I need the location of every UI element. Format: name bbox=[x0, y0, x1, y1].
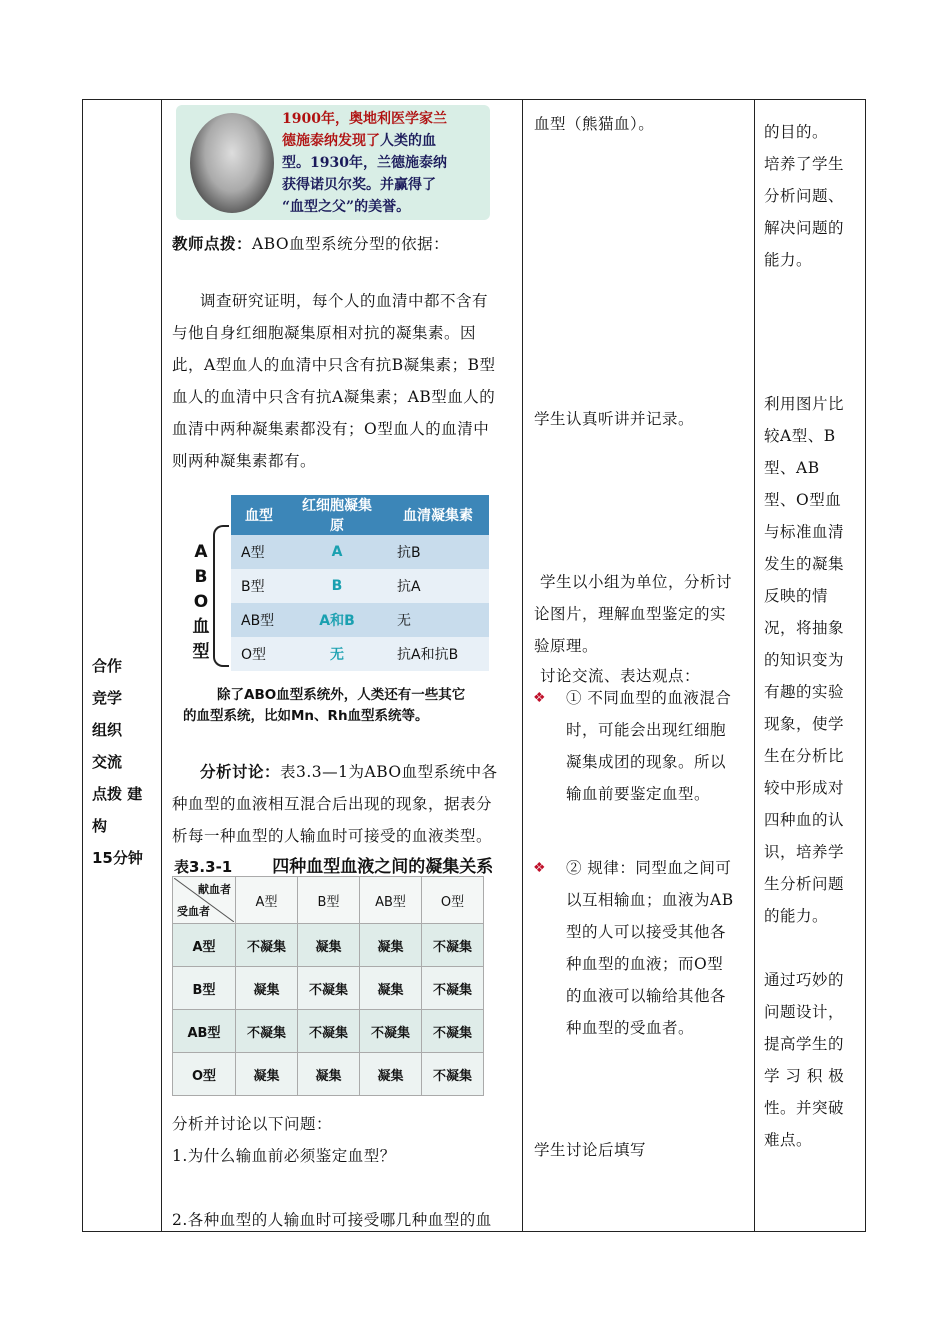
intent-line: 发生的凝集 bbox=[764, 555, 845, 573]
abo-side-char: A bbox=[194, 542, 208, 562]
agg-cell: 凝集 bbox=[360, 924, 422, 967]
intent-line: 较A型、B bbox=[764, 427, 836, 445]
abo-cell: O型 bbox=[231, 637, 287, 671]
agg-cell: 不凝集 bbox=[422, 1010, 484, 1053]
para-line: 此，A型血人的血清中只含有抗B凝集素；B型 bbox=[172, 356, 496, 374]
intent-line: 生分析问题 bbox=[764, 875, 845, 893]
agg-cell: 凝集 bbox=[298, 1053, 360, 1096]
caption-line: 1900年，奥地利医学家兰 bbox=[282, 111, 447, 127]
discuss-line: 表3.3—1为ABO血型系统中各 bbox=[280, 763, 498, 781]
discussion-paragraph bbox=[172, 756, 517, 852]
point-line: 输血前要鉴定血型。 bbox=[566, 785, 711, 803]
intent-line: 况，将抽象 bbox=[764, 619, 845, 637]
para-line: 血清中两种凝集素都没有；O型血人的血清中 bbox=[172, 420, 490, 438]
abo-header: 红细胞凝集原 bbox=[287, 495, 387, 535]
intent-line: 识，培养学 bbox=[764, 843, 845, 861]
group-line: 论图片，理解血型鉴定的实 bbox=[534, 605, 727, 623]
intent-line: 的知识变为 bbox=[764, 651, 845, 669]
abo-cell: A bbox=[287, 535, 387, 569]
para-line: 血人的血清中只含有抗A凝集素；AB型血人的 bbox=[172, 388, 496, 406]
column-divider bbox=[161, 99, 162, 1232]
student-listen: 学生认真听讲并记录。 bbox=[534, 410, 695, 428]
agg-cell: 不凝集 bbox=[422, 967, 484, 1010]
table-row bbox=[231, 569, 489, 603]
abo-side-char: 血 bbox=[192, 617, 210, 637]
point-2 bbox=[566, 852, 752, 1044]
point-line: 以互相输血；血液为AB bbox=[566, 891, 734, 909]
stage-duration: 15分钟 bbox=[92, 849, 143, 867]
intent-line: 难点。 bbox=[764, 1131, 813, 1149]
intent-line: 较中形成对 bbox=[764, 779, 845, 797]
agg-cell: 不凝集 bbox=[236, 1010, 298, 1053]
intent-line: 有趣的实验 bbox=[764, 683, 845, 701]
stage-line: 交流 bbox=[92, 753, 123, 771]
col-header: O型 bbox=[422, 877, 484, 924]
agg-cell: 凝集 bbox=[236, 1053, 298, 1096]
student-fill: 学生讨论后填写 bbox=[534, 1141, 647, 1159]
intent-line: 能力。 bbox=[764, 251, 813, 269]
landsteiner-caption bbox=[282, 108, 487, 218]
abo-side-label bbox=[188, 540, 214, 665]
col-header: AB型 bbox=[360, 877, 422, 924]
row-header: A型 bbox=[173, 924, 236, 967]
question-intro: 分析并讨论以下问题： bbox=[172, 1115, 333, 1133]
stage-line: 竞学 bbox=[92, 689, 123, 707]
agg-cell: 不凝集 bbox=[422, 924, 484, 967]
agg-cell: 凝集 bbox=[360, 967, 422, 1010]
caption-line: 人类的血 bbox=[380, 133, 436, 149]
intent-line: 学 习 积 极 bbox=[764, 1067, 845, 1085]
abo-header: 血型 bbox=[231, 495, 287, 535]
col-header: B型 bbox=[298, 877, 360, 924]
agg-cell: 不凝集 bbox=[298, 967, 360, 1010]
caption-line: 型。1930年，兰德施泰纳 bbox=[282, 155, 447, 171]
stage-label bbox=[92, 650, 143, 874]
abo-side-char: 型 bbox=[192, 642, 210, 662]
abo-cell: A和B bbox=[287, 603, 387, 637]
para-line: 与他自身红细胞凝集原相对抗的凝集素。因 bbox=[172, 324, 477, 342]
agglutination-table bbox=[172, 876, 484, 1096]
intent-line: 性。并突破 bbox=[764, 1099, 845, 1117]
intent-line: 问题设计， bbox=[764, 1003, 845, 1021]
intent-line: 四种血的认 bbox=[764, 811, 845, 829]
question-2: 2.各种血型的人输血时可接受哪几种血型的血 bbox=[172, 1211, 492, 1229]
intent-line: 的能力。 bbox=[764, 907, 829, 925]
table-row bbox=[231, 637, 489, 671]
intent-line: 提高学生的 bbox=[764, 1035, 845, 1053]
intent-a bbox=[764, 116, 862, 276]
student-discuss: 讨论交流、表达观点： bbox=[540, 667, 701, 685]
intent-line: 型、AB bbox=[764, 459, 820, 477]
abo-cell: 抗A和抗B bbox=[387, 637, 489, 671]
point-1 bbox=[566, 682, 752, 810]
abo-cell: 无 bbox=[287, 637, 387, 671]
intent-c bbox=[764, 964, 862, 1156]
abo-cell: 无 bbox=[387, 603, 489, 637]
intent-line: 与标准血清 bbox=[764, 523, 845, 541]
table-row bbox=[173, 1010, 484, 1053]
table-3-3-1-title bbox=[174, 852, 493, 877]
intent-line: 解决问题的 bbox=[764, 219, 845, 237]
agg-cell: 不凝集 bbox=[360, 1010, 422, 1053]
student-top-text: 血型（熊猫血）。 bbox=[534, 115, 655, 133]
abo-cell: A型 bbox=[231, 535, 287, 569]
col-header: A型 bbox=[236, 877, 298, 924]
caption-line: “血型之父”的美誉。 bbox=[282, 199, 411, 215]
research-paragraph bbox=[172, 285, 517, 477]
intent-line: 型、O型血 bbox=[764, 491, 842, 509]
point-line: 型的人可以接受其他各 bbox=[566, 923, 727, 941]
abo-brace bbox=[213, 525, 229, 667]
discuss-line: 种血型的血液相互混合后出现的现象，据表分 bbox=[172, 795, 493, 813]
abo-table bbox=[231, 495, 489, 671]
point-line: 种血型的受血者。 bbox=[566, 1019, 695, 1037]
stage-line: 组织 bbox=[92, 721, 123, 739]
point-line: 凝集成团的现象。所以 bbox=[566, 753, 727, 771]
agg-cell: 凝集 bbox=[298, 924, 360, 967]
caption-line: 德施泰纳发现了 bbox=[282, 133, 380, 149]
intent-b bbox=[764, 388, 862, 932]
group-line: 验原理。 bbox=[534, 637, 599, 655]
abo-cell: AB型 bbox=[231, 603, 287, 637]
abo-cell: 抗B bbox=[387, 535, 489, 569]
table-row bbox=[173, 967, 484, 1010]
caption-line: 获得诺贝尔奖。并赢得了 bbox=[282, 177, 436, 193]
bullet-icon: ❖ bbox=[533, 690, 547, 706]
intent-line: 生在分析比 bbox=[764, 747, 845, 765]
column-divider bbox=[754, 99, 755, 1232]
abo-cell: 抗A bbox=[387, 569, 489, 603]
agg-cell: 不凝集 bbox=[236, 924, 298, 967]
intent-line: 分析问题、 bbox=[764, 187, 845, 205]
point-line: ② 规律：同型血之间可 bbox=[566, 859, 732, 877]
bullet-icon: ❖ bbox=[533, 860, 547, 876]
abo-cell: B型 bbox=[231, 569, 287, 603]
table-row bbox=[173, 1053, 484, 1096]
discuss-line: 析每一种血型的人输血时可接受的血液类型。 bbox=[172, 827, 493, 845]
stage-line: 合作 bbox=[92, 657, 123, 675]
point-line: 种血型的血液；而O型 bbox=[566, 955, 724, 973]
table-caption: 四种血型血液之间的凝集关系 bbox=[272, 857, 494, 877]
stage-line: 构 bbox=[92, 817, 108, 835]
abo-note-line: 的血型系统，比如Mn、Rh血型系统等。 bbox=[183, 708, 429, 724]
group-line: 学生以小组为单位，分析讨 bbox=[540, 573, 733, 591]
table-number: 表3.3-1 bbox=[174, 858, 233, 876]
agg-cell: 不凝集 bbox=[298, 1010, 360, 1053]
teacher-label: 教师点拨： bbox=[172, 234, 253, 253]
row-header: B型 bbox=[173, 967, 236, 1010]
agg-cell: 凝集 bbox=[236, 967, 298, 1010]
question-1: 1.为什么输血前必须鉴定血型？ bbox=[172, 1147, 396, 1165]
intent-line: 现象，使学 bbox=[764, 715, 845, 733]
table-row bbox=[173, 924, 484, 967]
table-row bbox=[231, 535, 489, 569]
abo-side-char: B bbox=[194, 567, 208, 587]
table-row bbox=[231, 603, 489, 637]
point-line: 的血液可以输给其他各 bbox=[566, 987, 727, 1005]
para-line: 调查研究证明，每个人的血清中都不含有 bbox=[200, 292, 489, 310]
point-line: 时，可能会出现红细胞 bbox=[566, 721, 727, 739]
abo-note bbox=[183, 685, 503, 727]
intent-line: 的目的。 bbox=[764, 123, 829, 141]
table-row bbox=[173, 877, 484, 924]
abo-cell: B bbox=[287, 569, 387, 603]
intent-line: 培养了学生 bbox=[764, 155, 845, 173]
agg-cell: 不凝集 bbox=[422, 1053, 484, 1096]
para-line: 则两种凝集素都有。 bbox=[172, 452, 317, 470]
point-line: ① 不同血型的血液混合 bbox=[566, 689, 732, 707]
column-divider bbox=[522, 99, 523, 1232]
student-group bbox=[534, 566, 750, 662]
abo-side-char: O bbox=[193, 592, 209, 612]
row-header: AB型 bbox=[173, 1010, 236, 1053]
discuss-label: 分析讨论： bbox=[200, 762, 281, 781]
row-header: O型 bbox=[173, 1053, 236, 1096]
intent-line: 通过巧妙的 bbox=[764, 971, 845, 989]
recipient-label: 受血者 bbox=[177, 905, 210, 918]
abo-note-line: 除了ABO血型系统外，人类还有一些其它 bbox=[217, 687, 466, 703]
corner-cell bbox=[173, 877, 236, 924]
agg-cell: 凝集 bbox=[360, 1053, 422, 1096]
stage-line: 点拨 建 bbox=[92, 785, 143, 803]
teacher-text: ABO血型系统分型的依据： bbox=[252, 235, 450, 253]
teacher-guidance bbox=[172, 228, 449, 260]
intent-line: 反映的情 bbox=[764, 587, 829, 605]
landsteiner-portrait bbox=[190, 113, 274, 213]
donor-label: 献血者 bbox=[198, 883, 231, 896]
abo-header: 血清凝集素 bbox=[387, 495, 489, 535]
intent-line: 利用图片比 bbox=[764, 395, 845, 413]
